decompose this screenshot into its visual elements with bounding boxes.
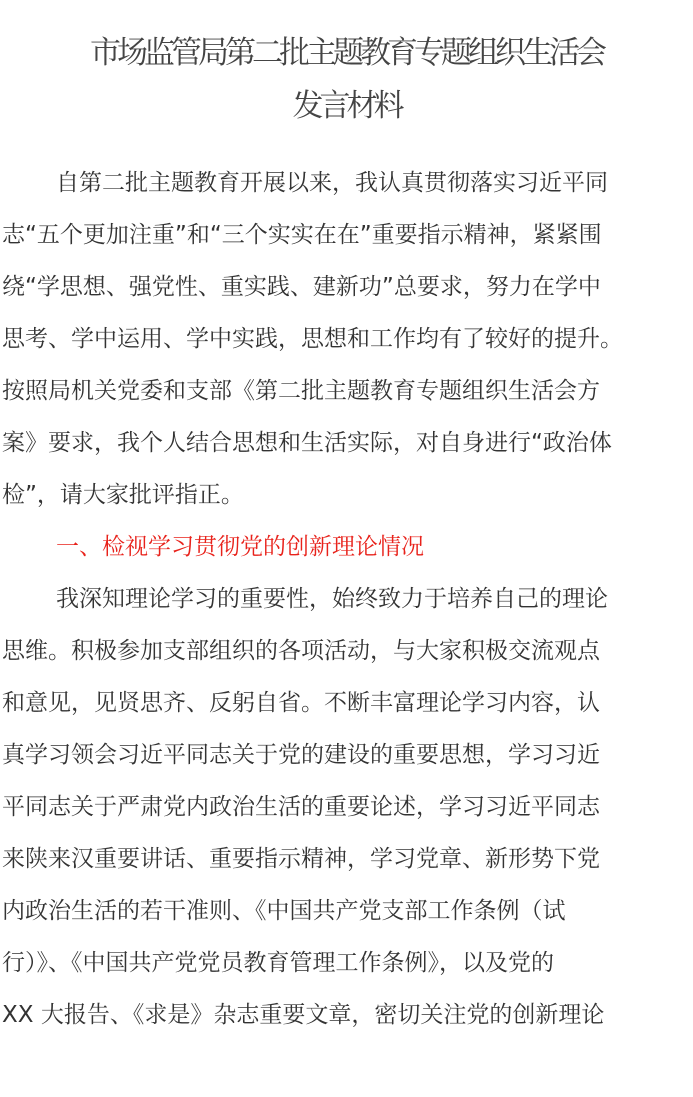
paragraph-2-line: 我深知理论学习的重要性，始终致力于培养自己的理论 <box>56 586 608 612</box>
paragraph-1-line: 自第二批主题教育开展以来，我认真贯彻落实习近平同 <box>56 170 608 196</box>
document-title-line-1: 市场监管局第二批主题教育专题组织生活会 <box>90 35 603 71</box>
document-title-line-2: 发言材料 <box>292 88 401 124</box>
paragraph-2-line: 真学习领会习近平同志关于党的建设的重要思想，学习习近 <box>2 742 600 768</box>
paragraph-2-line: 内政治生活的若干准则、《中国共产党支部工作条例（试 <box>2 898 566 924</box>
paragraph-1-line: 检”，请大家批评指正。 <box>2 482 244 508</box>
paragraph-2-line: 平同志关于严肃党内政治生活的重要论述，学习习近平同志 <box>2 794 600 820</box>
section-heading: 一、检视学习贯彻党的创新理论情况 <box>56 534 424 560</box>
paragraph-1-line: 案》要求，我个人结合思想和生活实际，对自身进行“政治体 <box>2 430 612 456</box>
paragraph-2-line: 思维。积极参加支部组织的各项活动，与大家积极交流观点 <box>2 638 600 664</box>
paragraph-2-line: 来陕来汉重要讲话、重要指示精神，学习党章、新形势下党 <box>2 846 600 872</box>
paragraph-2-line: 和意见，见贤思齐、反躬自省。不断丰富理论学习内容，认 <box>2 690 600 716</box>
paragraph-2-line: XX 大报告、《求是》杂志重要文章，密切关注党的创新理论 <box>2 1002 605 1028</box>
paragraph-1-line: 志“五个更加注重”和“三个实实在在”重要指示精神，紧紧围 <box>2 222 602 248</box>
paragraph-1-line: 按照局机关党委和支部《第二批主题教育专题组织生活会方 <box>2 378 600 404</box>
paragraph-1-line: 绕“学思想、强党性、重实践、建新功”总要求，努力在学中 <box>2 274 601 300</box>
paragraph-2-line: 行）》、《中国共产党党员教育管理工作条例》，以及党的 <box>2 950 554 976</box>
paragraph-1-line: 思考、学中运用、学中实践，思想和工作均有了较好的提升。 <box>2 326 623 352</box>
